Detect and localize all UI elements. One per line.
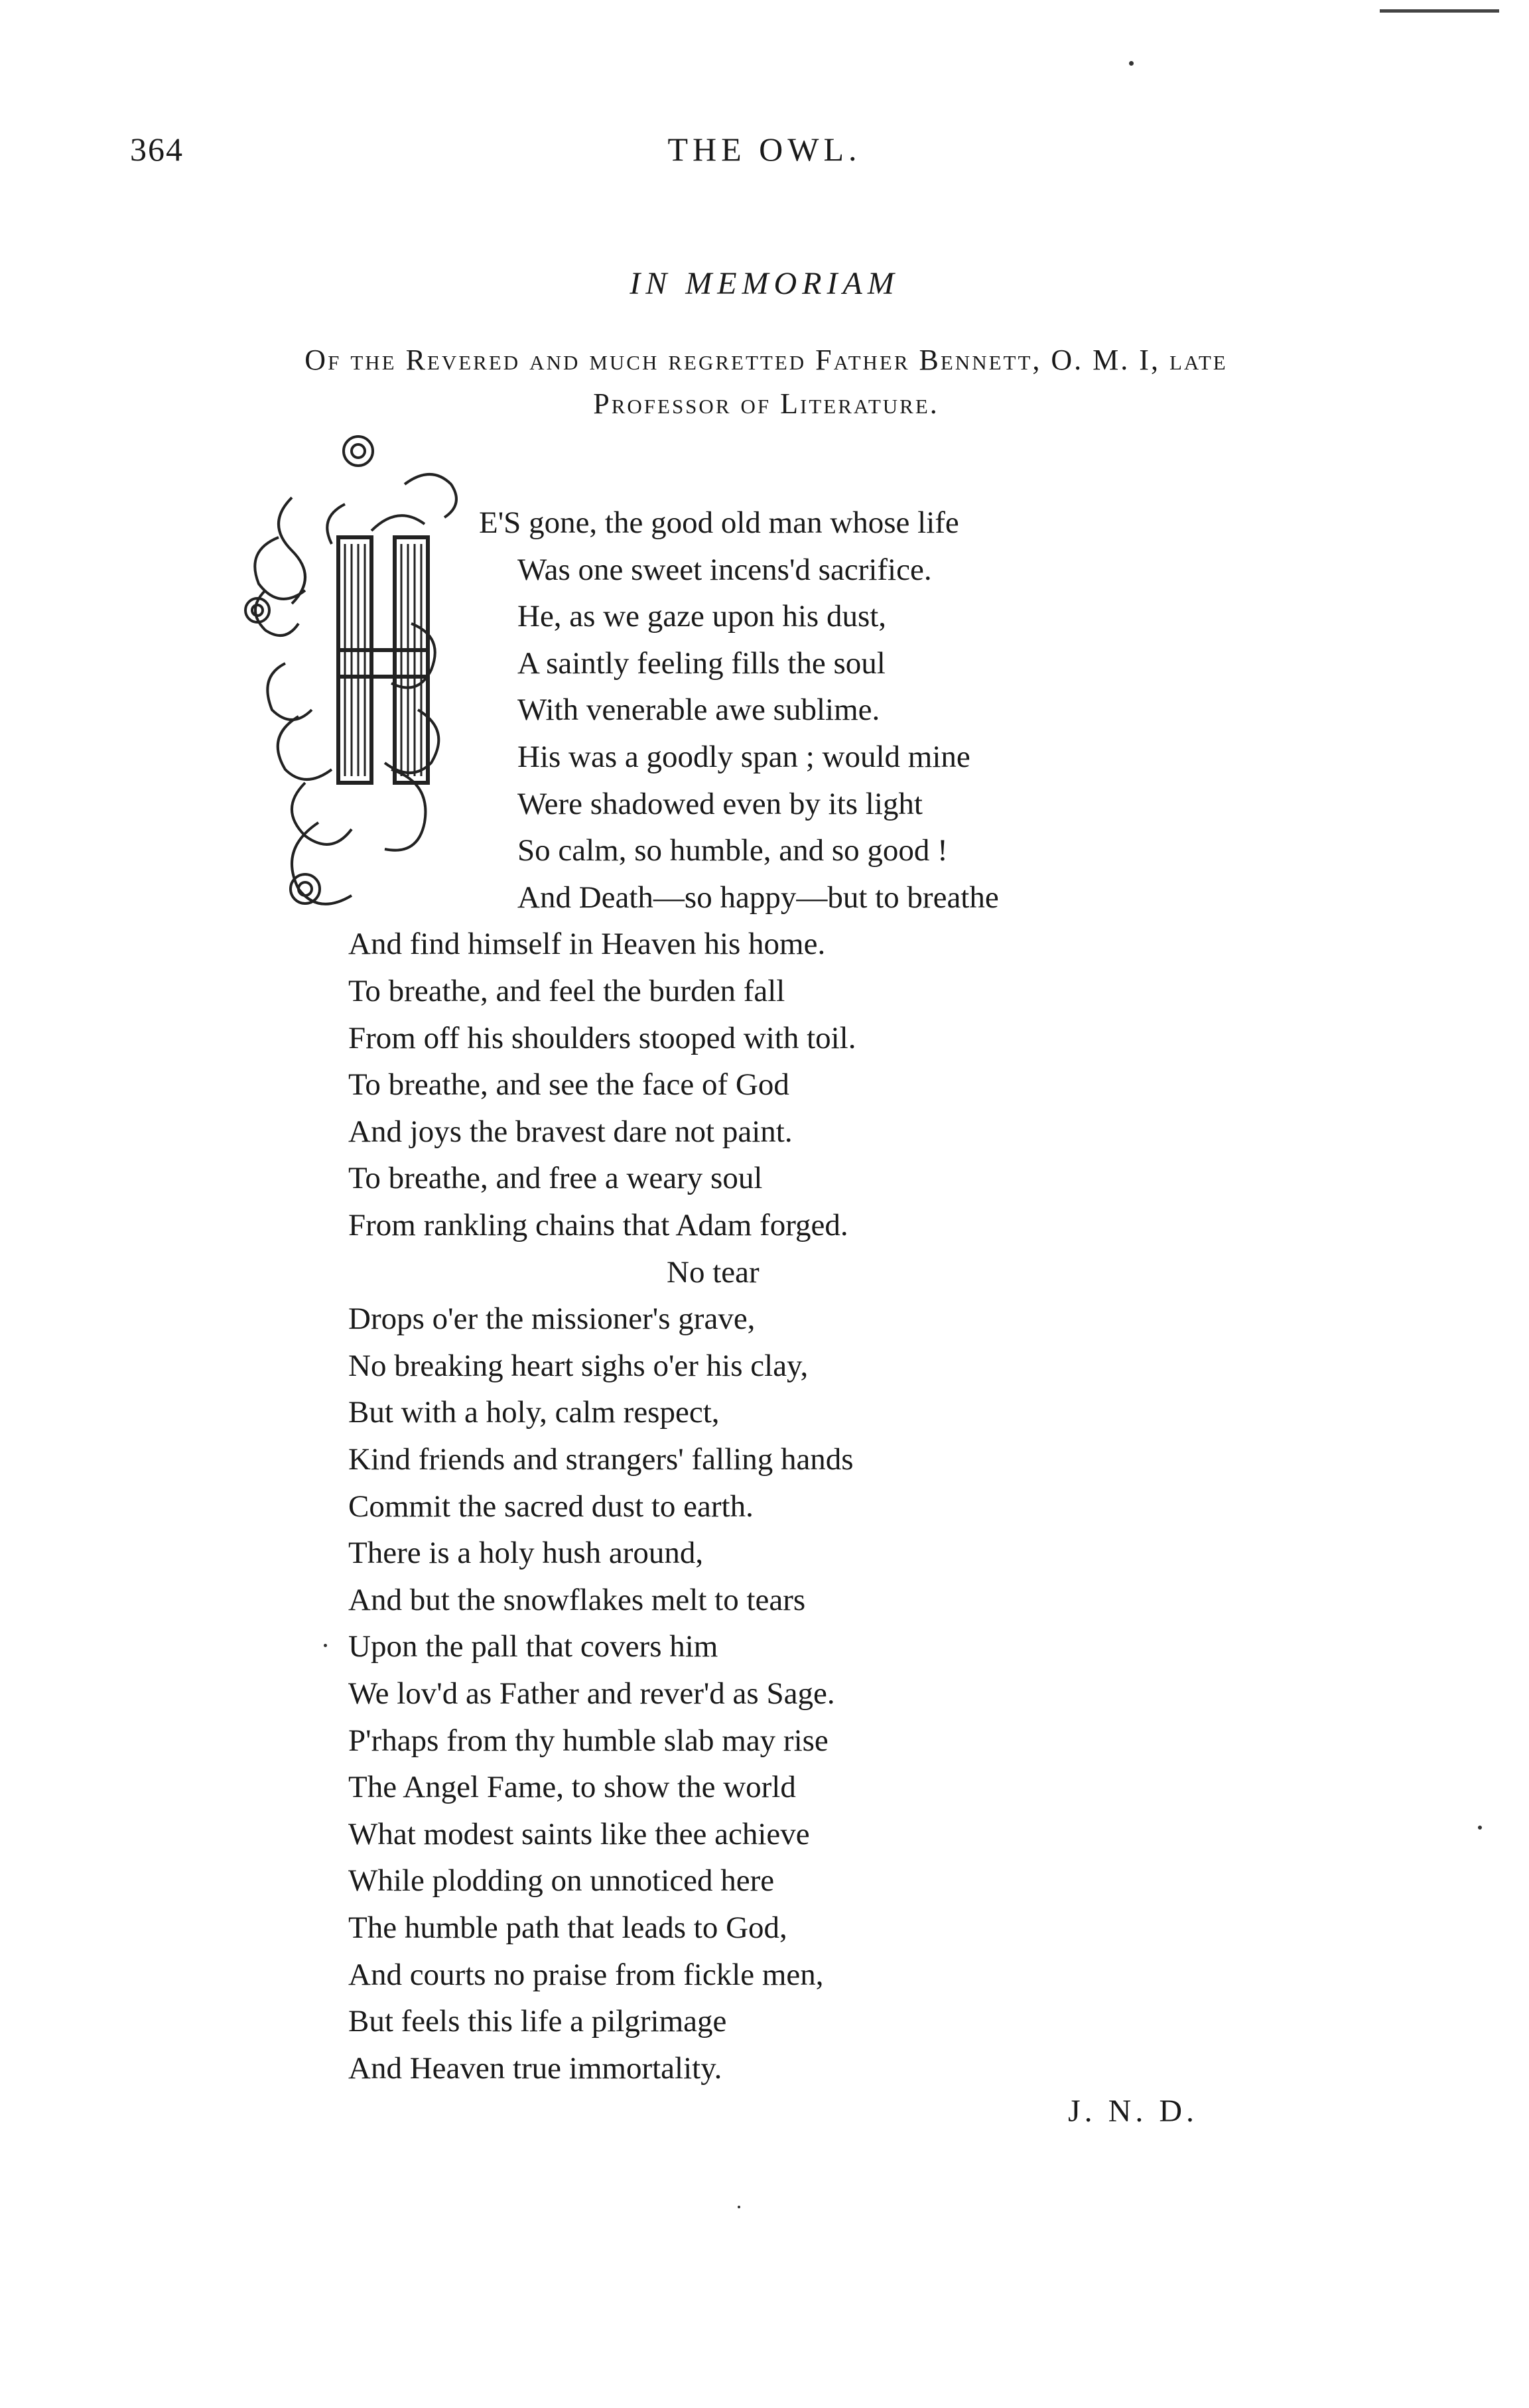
page-number: 364 [130,131,184,168]
poem-line: And joys the bravest dare not paint. [348,1114,793,1149]
poem-line: His was a goodly span ; would mine [517,740,970,774]
poem-line: To breathe, and feel the burden fall [348,974,785,1008]
ornamental-drop-cap [239,425,478,929]
poem-line: And find himself in Heaven his home. [348,927,826,962]
poem-line: A saintly feeling fills the soul [517,645,886,681]
poem-line: There is a holy hush around, [348,1536,704,1571]
poem-line: And courts no praise from fickle men, [348,1957,824,1992]
poem-line: And but the snowflakes melt to tears [348,1582,806,1617]
dedication [172,338,1360,426]
poem-line: E'S gone, the good old man whose life [479,505,959,540]
poem-line: Kind friends and strangers' falling hands [348,1442,854,1477]
poem-line: The Angel Fame, to show the world [348,1770,796,1805]
poem-line: No tear [667,1254,760,1290]
poem-line: P'rhaps from thy humble slab may rise [348,1723,829,1758]
svg-text:H: H [383,736,384,737]
speck-mark [1129,61,1134,66]
poem-line: But feels this life a pilgrimage [348,2004,727,2039]
poem-line: While plodding on unnoticed here [348,1863,775,1899]
poem-title: IN MEMORIAM [630,266,899,301]
speck-mark [324,1644,327,1647]
poem-line: The humble path that leads to God, [348,1910,787,1945]
poem-line: What modest saints like thee achieve [348,1816,810,1851]
poem-line: From off his shoulders stooped with toil. [348,1020,856,1055]
poem-line: From rankling chains that Adam forged. [348,1208,848,1242]
poem-line: And Death—so happy—but to breathe [517,880,999,915]
poem-line: To breathe, and free a weary soul [348,1161,763,1196]
speck-mark [1478,1826,1482,1830]
poem-line: With venerable awe sublime. [517,693,880,728]
poem-line: Drops o'er the missioner's grave, [348,1302,756,1337]
dedication-line: Of the Revered and much regretted Father Bennett, O. M. I, late [304,344,1228,376]
speck-mark [738,2206,740,2208]
dedication-line: Professor of Literature. [593,387,939,420]
signature: J. N. D. [1068,2094,1199,2129]
poem-line: To breathe, and see the face of God [348,1067,789,1103]
poem-line: Was one sweet incens'd sacrifice. [517,552,932,587]
poem-line: But with a holy, calm respect, [348,1395,720,1430]
poem-line: We lov'd as Father and rever'd as Sage. [348,1676,835,1711]
poem-line: Commit the sacred dust to earth. [348,1489,754,1524]
poem-line: And Heaven true immortality. [348,2050,722,2086]
poem-line: He, as we gaze upon his dust, [517,599,887,634]
poem-line: No breaking heart sighs o'er his clay, [348,1348,809,1383]
poem-line: So calm, so humble, and so good ! [517,833,948,868]
top-edge-rule [1380,9,1499,13]
poem-line: Upon the pall that covers him [348,1629,718,1664]
running-head: THE OWL. [667,131,862,168]
poem-line: Were shadowed even by its light [517,786,923,821]
